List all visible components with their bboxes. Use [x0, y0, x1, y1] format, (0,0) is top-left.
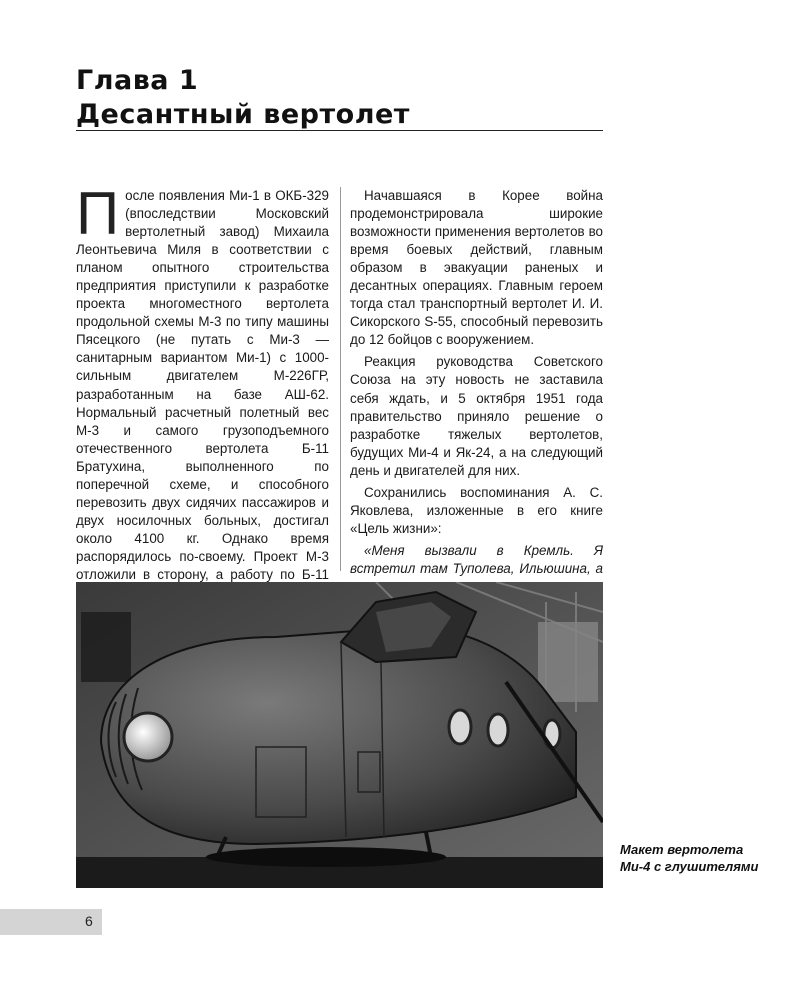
- helicopter-mockup-illustration: [76, 582, 603, 888]
- chapter-title: Десантный вертолет: [76, 99, 410, 130]
- paragraph: Реакция руководства Советского Союза на эту новость не заставила себя ждать, и 5 октября 1951 года правительство приняло решение о разработке тяжелых вертолетов, будущих Ми-4 и Як-24, а на следующий день и двигателей для них.: [350, 354, 603, 478]
- photo-caption: Макет вертолета Ми-4 с глушителями: [620, 842, 759, 874]
- drop-cap: П: [76, 180, 120, 247]
- chapter-rule: [76, 130, 603, 131]
- helicopter-photo: [76, 582, 603, 888]
- right-column: [350, 187, 603, 636]
- paragraph: Начавшаяся в Корее война продемонстрировала широкие возможности применения вертолетов во время боевых действий, главным образом в эвакуации раненых и десантных операциях. Главным героем тогда стал транспортный вертолет И. И. Сикорского S-55, способный перевозить до 12 бойцов с вооружением.: [350, 188, 603, 348]
- paragraph: Сохранились воспоминания А. С. Яковлева, изложенные в его книге «Цель жизни»:: [350, 484, 603, 536]
- chapter-heading: [76, 64, 603, 132]
- page-number: 6: [85, 913, 93, 929]
- chapter-label: Глава 1: [76, 65, 199, 96]
- quote-paragraph: «Меня вызвали в Кремль. Я встретил там Туполева, Ильюшина, а: [350, 542, 603, 576]
- column-divider: [340, 187, 341, 571]
- paragraph-text: осле появления Ми-1 в ОКБ-329 (впоследствии Московский вертолетный завод) Михаила Леонтьевича Миля в соответствии с планом опытного строительства предприятия приступили к разработке проекта многоместного вертолета продольной схемы М-3 по типу машины Пясецкого (не путать с Ми-3 — санитарным вариантом Ми-1) с 1000-сильным двигателем М-226ГР, разработанным на базе АШ-62. Нормальный расчетный полетный вес М-3 и самого грузоподъемного отечественного вертолета Б-11 Братухина, выполненного по поперечной схеме, и способного перевозить двух сидячих пассажиров и двух носилочных больных, достигал около 4100 кг. Однако время распорядилось по-своему. Проект М-3 отложили в сторону, а работу по Б-11: [76, 188, 329, 582]
